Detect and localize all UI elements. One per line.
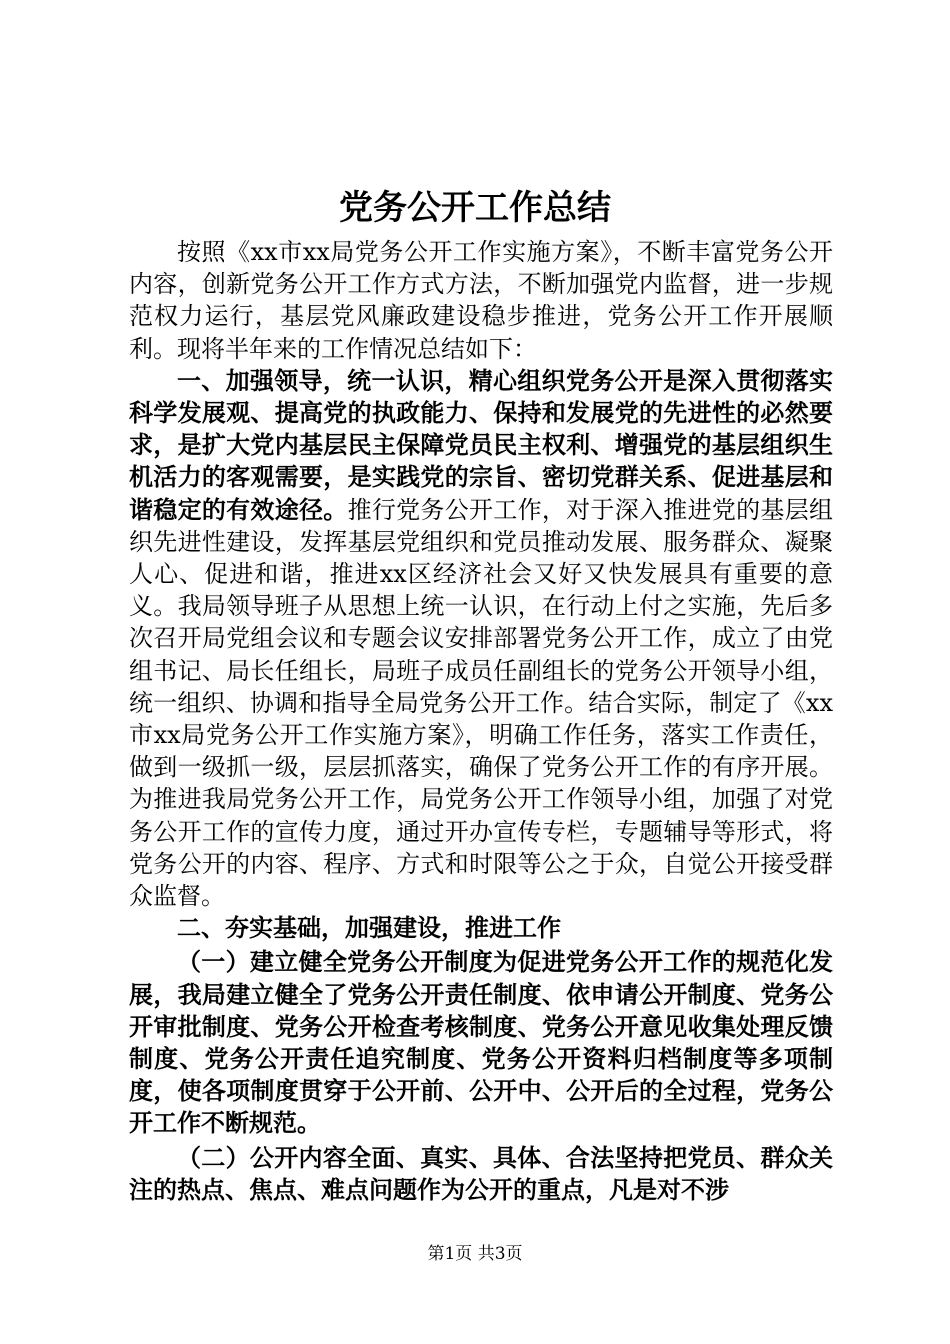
subsection-two-paragraph: （二）公开内容全面、真实、具体、合法坚持把党员、群众关注的热点、焦点、难点问题作为公开的重点，凡是对不涉 — [129, 1143, 833, 1204]
document-body — [129, 236, 833, 1206]
section-one-heading: 一、加强领导，统一认识，精心组织党务公开是深入贯彻落实科学发展观、提高党的执政能力、保持和发展党的先进性的必然要求，是扩大党内基层民主保障党员民主权利、增强党的基层组织生机活力的客观需要，是实践党的宗旨、密切党群关系、促进基层和谐稳定的有效途径。 — [129, 366, 833, 524]
page-footer: 第1页 共3页 — [427, 1244, 523, 1264]
intro-paragraph: 按照《xx市xx局党务公开工作实施方案》，不断丰富党务公开内容，创新党务公开工作方式方法，不断加强党内监督，进一步规范权力运行，基层党风廉政建设稳步推进，党务公开工作开展顺利。现将半年来的工作情况总结如下： — [129, 238, 833, 363]
document-title: 党务公开工作总结 — [339, 188, 611, 228]
section-two-heading: 二、夯实基础，加强建设，推进工作 — [177, 914, 561, 943]
section-one-body: 推行党务公开工作，对于深入推进党的基层组织先进性建设，发挥基层党组织和党员推动发展、服务群众、凝聚人心、促进和谐，推进xx区经济社会又好又快发展具有重要的意义。我局领导班子从思想上统一认识，在行动上付之实施，先后多次召开局党组会议和专题会议安排部署党务公开工作，成立了由党组书记、局长任组长，局班子成员任副组长的党务公开领导小组，统一组织、协调和指导全局党务公开工作。结合实际，制定了《xx市xx局党务公开工作实施方案》，明确工作任务，落实工作责任，做到一级抓一级，层层抓落实，确保了党务公开工作的有序开展。为推进我局党务公开工作，局党务公开工作领导小组，加强了对党务公开工作的宣传力度，通过开办宣传专栏，专题辅导等形式，将党务公开的内容、程序、方式和时限等公之于众，自觉公开接受群众监督。 — [129, 495, 834, 911]
subsection-one-paragraph: （一）建立健全党务公开制度为促进党务公开工作的规范化发展，我局建立健全了党务公开责任制度、依申请公开制度、党务公开审批制度、党务公开检查考核制度、党务公开意见收集处理反馈制度、党务公开责任追究制度、党务公开资料归档制度等多项制度，使各项制度贯穿于公开前、公开中、公开后的全过程，党务公开工作不断规范。 — [129, 948, 833, 1138]
section-one-paragraph — [129, 365, 833, 912]
